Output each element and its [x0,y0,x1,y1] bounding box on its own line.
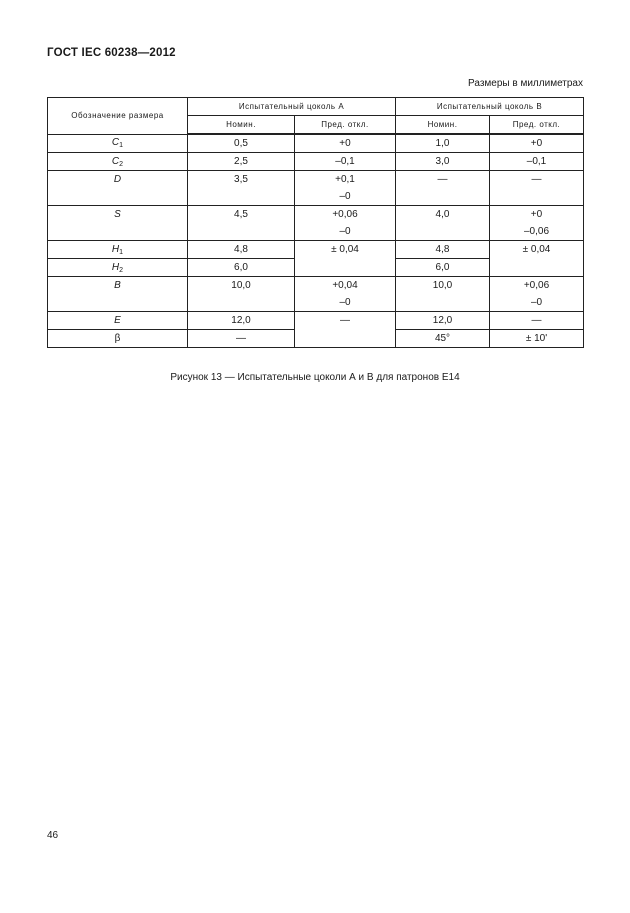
a-nominal: 10,0 [188,277,295,312]
a-nominal-header: Номин. [188,116,295,135]
table-row [48,241,584,259]
b-tolerance-lower: –0,06 [490,223,584,241]
a-nominal: 4,8 [188,241,295,259]
row-symbol-e: E [48,312,188,330]
figure-caption: Рисунок 13 — Испытательные цоколи А и В для патронов Е14 [170,372,460,383]
row-symbol-c1: $C_1$ [48,134,188,153]
table-row [48,153,584,171]
b-nominal: 10,0 [396,277,490,312]
a-tolerance-lower: –0 [295,188,396,206]
col-designation-header: Обозначение размера [48,98,188,135]
row-symbol-d: D [48,171,188,206]
page-number: 46 [47,830,59,841]
b-tolerance: +0 [490,134,584,153]
b-tolerance-upper: +0 [490,206,584,224]
b-tolerance: ± 10' [490,330,584,348]
group-a-header: Испытательный цоколь А [188,98,396,116]
row-symbol-beta: β [48,330,188,348]
a-tolerance: — [295,312,396,348]
b-nominal: 3,0 [396,153,490,171]
a-nominal: 6,0 [188,259,295,277]
b-nominal: — [396,171,490,206]
b-nominal: 12,0 [396,312,490,330]
a-nominal: 4,5 [188,206,295,241]
a-tolerance-lower: –0 [295,223,396,241]
a-nominal: 12,0 [188,312,295,330]
b-tolerance: ± 0,04 [490,241,584,277]
b-nominal: 1,0 [396,134,490,153]
a-tolerance-upper: +0,04 [295,277,396,295]
group-b-header: Испытательный цоколь В [396,98,584,116]
a-tolerance-header: Пред. откл. [295,116,396,135]
units-note: Размеры в миллиметрах [468,78,583,89]
a-nominal: 0,5 [188,134,295,153]
b-tolerance: — [490,312,584,330]
a-tolerance: –0,1 [295,153,396,171]
b-nominal: 45° [396,330,490,348]
a-tolerance-upper: +0,06 [295,206,396,224]
b-tolerance: — [490,171,584,206]
b-tolerance-lower: –0 [490,294,584,312]
table-row [48,206,584,224]
b-nominal: 4,8 [396,241,490,259]
row-symbol-b: B [48,277,188,312]
a-nominal: 3,5 [188,171,295,206]
table-row [48,312,584,330]
a-tolerance-lower: –0 [295,294,396,312]
b-nominal: 6,0 [396,259,490,277]
b-tolerance-upper: +0,06 [490,277,584,295]
row-symbol-s: S [48,206,188,241]
document-header: ГОСТ IEC 60238—2012 [47,47,176,59]
b-nominal: 4,0 [396,206,490,241]
a-tolerance: +0 [295,134,396,153]
row-symbol-h2: $H_2$ [48,259,188,277]
table-row [48,277,584,295]
a-nominal: 2,5 [188,153,295,171]
b-tolerance-header: Пред. откл. [490,116,584,135]
row-symbol-h1: $H_1$ [48,241,188,259]
table-row [48,134,584,153]
a-tolerance-upper: +0,1 [295,171,396,189]
a-tolerance: ± 0,04 [295,241,396,277]
b-tolerance: –0,1 [490,153,584,171]
dimensions-table [47,97,584,348]
a-nominal: — [188,330,295,348]
row-symbol-c2: $C_2$ [48,153,188,171]
table-row [48,171,584,189]
table-header-row [48,98,584,116]
b-nominal-header: Номин. [396,116,490,135]
